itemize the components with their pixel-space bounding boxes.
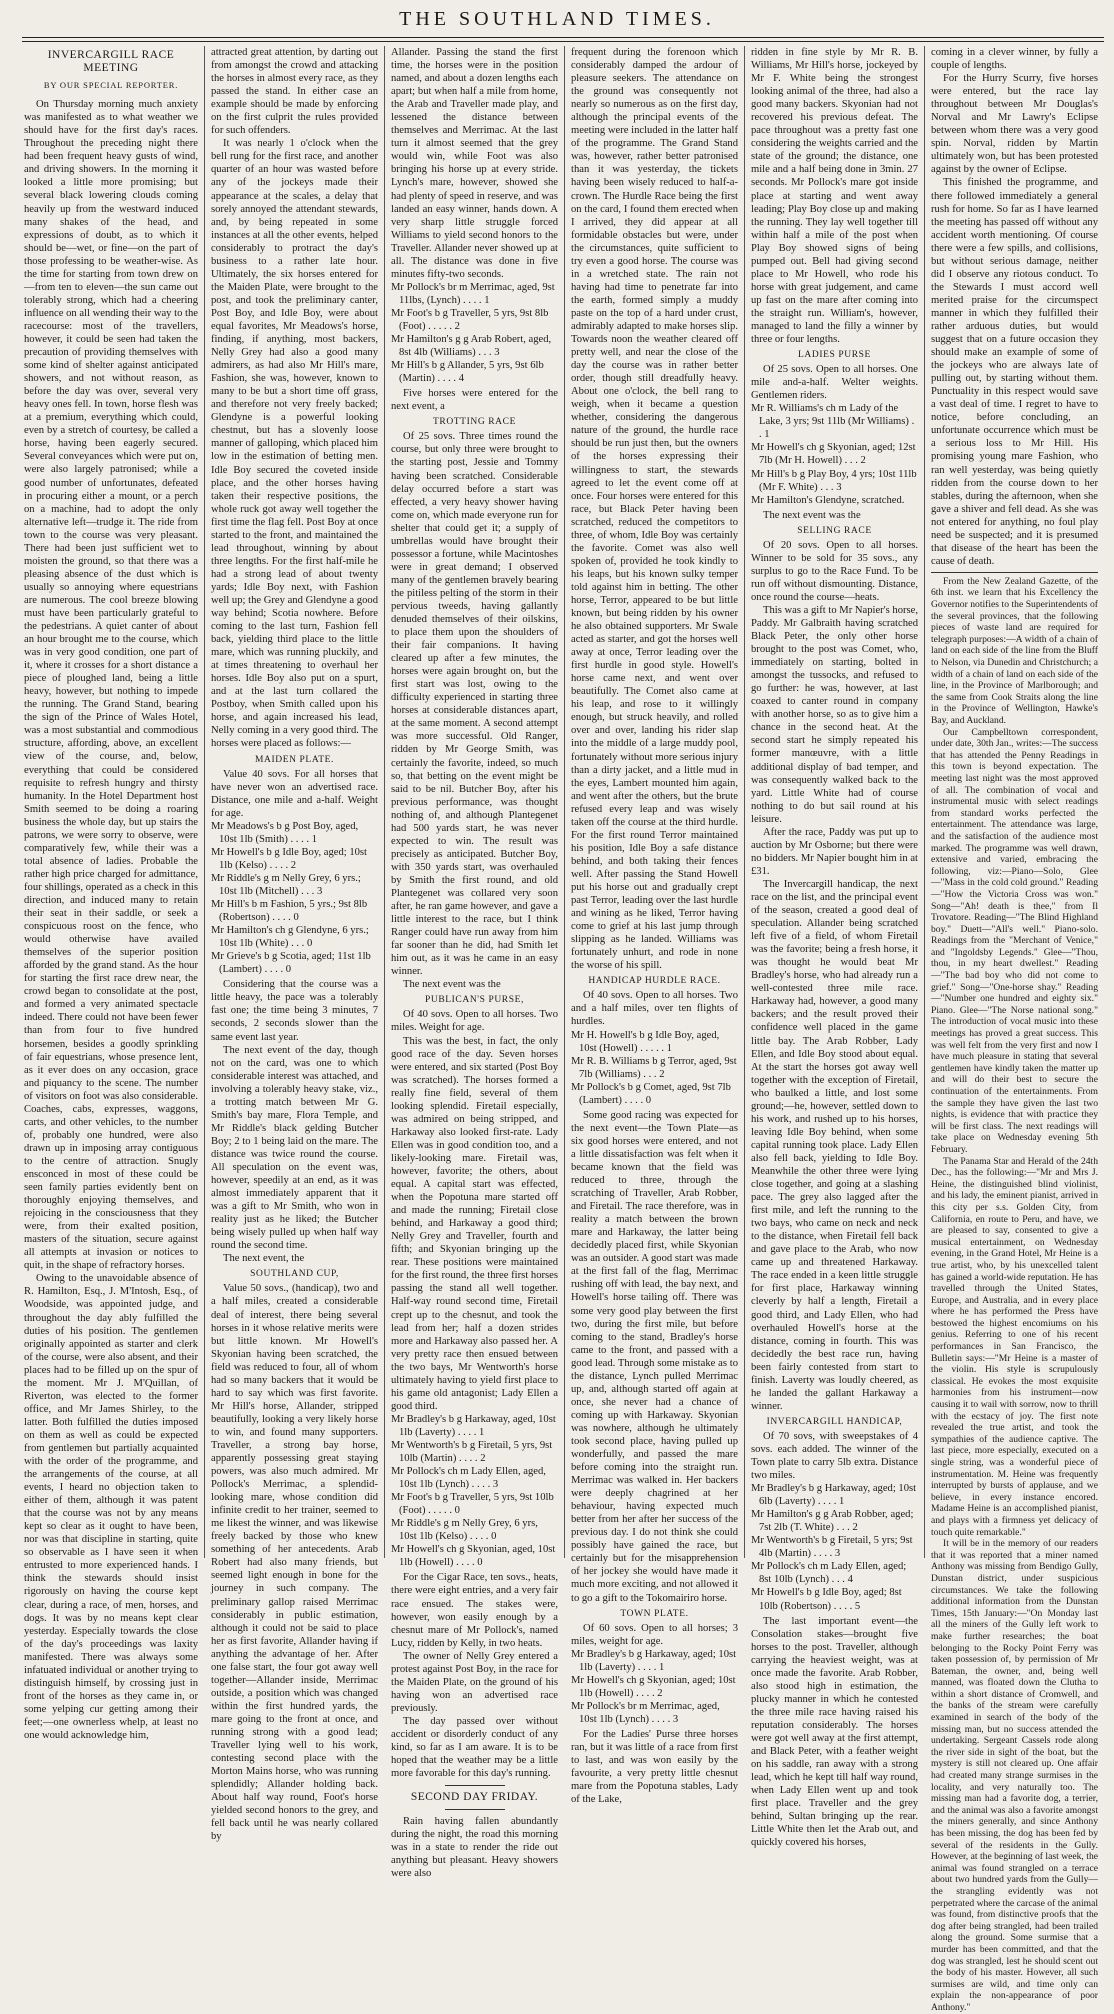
paragraph: frequent during the forenoon which considerably damped the ardour of pleasure seekers. The attendance on the ground was consequently not nearly so numerous as on the first day, although the principal events of the meeting were included in the latter half of the programme. The Grand Stand was, however, rather better patronised than it was yesterday, the tickets having been wisely reduced to half-a-crown. The Hurdle Race being the first on the card, I found them erected when I arrived, they did appear at all formidable obstacles but were, under the circumstances, quite sufficient to try even a good horse. The course was in a wretched state. The rain not having had time to penetrate far into the earth, formed simply a muddy paste on the top of a hard under crust, admirably adapted to make horses slip. Towards noon the weather cleared off pretty well, and near the close of the day the course was in rather better order, though still dreadfully heavy. About one o'clock, the bell rang to weigh, when it became a question whether, considering the dangerous nature of the ground, the hurdle race should be run just then, but the owners of the horses expressing their willingness to start, the stewards agreed to let the event come off at once. Four horses were entered for this race, but Black Peter having been scratched, reduced the competitors to three, of whom, Idle Boy was certainly the favorite. Comet was also well spoken of, provided he took kindly to his leaps, but his known sulky temper told against him in betting. The other horse, Terror, appeared to be but little known, but being ridden by his owner he also obtained supporters. Mr Swale acted as starter, and got the horses well away at once, Terror leading over the first hurdle in good style. Howell's horse came next, and went over beautifully. The Comet also came at his leap, and rose to it willingly enough, but struck heavily, and rolled over and over, landing his rider slap into the middle of a large muddy pool, fortunately without more serious injury than a dirty jacket, and a little mud in the eyes, Lambert mounted him again, and went after the others, but the brute refused every leap and was wisely taken off the course at the third hurdle. For the first round Terror maintained his position, Idle Boy a safe distance behind, and both taking their fences well. After passing the Stand Howell put his horse out and gradually crept past Terror, leading over the last hurdle and wining as he liked, Terror having come to grief at his last jump through slipping as he landed. Williams was fortunately unhurt, and rode in none the worse of his spill. [571, 47, 738, 972]
news-paragraph: It will be in the memory of our readers that it was reported that a miner named Anthony was missing from Bendigo Gully, Dunstan district, under suspicious circumstances. We take the following additional information from the Dunstan Times, 15th January:—"On Monday last all the miners of the Gully left work to make further researches; the boat belonging to the Rocky Point Ferry was taken possession of, by permission of Mr Bateman, the owner, and, being well manned, was floated down the Clutha to within a short distance of Cromwell, and the banks of the stream were carefully examined in search of the body of the missing man, but no success attended the undertaking. Sergeant Cassels rode along the river side in sight of the boat, but the mystery is still not cleared up. One affair had created many strange surmises in the locality, and very naturally too. The missing man had a favorite dog, a terrier, and the animal was also a favorite amongst the miners generally, and since Anthony has been missing, the dog has been fed by several of the residents in the Gully. However, at the beginning of last week, the animal was found strangled on a terrace about two hundred yards from the Gully—the strangling evidently was not perpetrated where the carcase of the animal was found, from distinctive proofs that the dog after being strangled, had been trailed along the ground. Some surmise that a murder has been committed, and that the dog was strangled, lest he should scent out the body of his master. However, all such surmises are wild, and time only can explain the non-appearance of poor Anthony." [931, 1538, 1098, 2013]
section-divider [931, 572, 1098, 573]
result-line: Mr Hill's b m Fashion, 5 yrs.; 9st 8lb (Robertson) . . . . 0 [211, 899, 368, 924]
race-results [391, 1413, 558, 1570]
column-5 [744, 46, 924, 1849]
paragraph: The last important event—the Consolation stakes—brought five horses to the post. Traveller, although carrying the heaviest weight, was at once made the favorite. Arab Robber, also stood high in estimation, the plucky manner in which he contested the three mile race having raised his reputation considerably. The horses were got well away at the first attempt, and Black Peter, with a feather weight on his saddle, ran away with a strong lead, which he kept till half way round, when Lady Ellen went up and took first place. Traveller and the grey behind, Sultan bringing up the rear. Little White then let the Arab out, and quickly covered his horses, [751, 1615, 918, 1849]
race-conditions: Of 60 sovs. Open to all horses; 3 miles, weight for age. [571, 1622, 738, 1647]
result-line: Mr Meadows's b g Post Boy, aged, 10st 1lb (Smith) . . . . 1 [211, 820, 359, 845]
result-line: Mr Pollock's br m Merrimac, aged, 9st 11lbs, (Lynch) . . . . 1 [391, 281, 555, 306]
result-line: Mr R. Williams's ch m Lady of the Lake, 3 yrs; 9st 11lb (Mr Williams) . . 1 [751, 403, 915, 441]
column-3 [384, 46, 564, 1880]
paragraph: Owing to the unavoidable absence of R. Hamilton, Esq., J. M'Intosh, Esq., of Woodside, was appointed judge, and throughout the day ably fulfilled the duties of his position. The gentlemen originally appointed as starter and clerk of the course, were also absent, and their places had to be filled up on the spur of the moment. Mr J. M'Quillan, of Riverton, was elected to the former office, and Mr James Shirley, to the latter. Both fulfilled the duties imposed on them as well as could be expected from gentlemen but partially acquainted with the order of the programme, and the arrangements of the course, at all events, I heard no objection taken to either of them, although it was patent that the course was not by any means kept so clear as it ought to have been, nor was that discipline in starting, quite so observable as I have seen it when entrusted to more experienced hands. I think the stewards should insist rigorously on having the course kept clear, during a race, of men, horses, and dogs. It was by no means kept clear yesterday. Especially towards the close of the day's proceedings was laxity manifested. There was always some infatuated individual or another trying to distinguish himself, by crossing just in front of the horses as they came in, or some yelping cur getting among their feet;—one ownerless whelp, at least no one would acknowledge him, [24, 1273, 198, 1741]
result-line: Mr Hamilton's g g Arab Robber, aged; 7st 2lb (T. White) . . . 2 [751, 1509, 914, 1534]
result-line: Mr Pollock's ch m Lady Ellen, aged, 10st 1lb (Lynch) . . . . 3 [391, 1466, 546, 1491]
result-line: Mr Wentworth's b g Firetail, 5 yrs, 9st 10lb (Martin) . . . . 2 [391, 1439, 553, 1465]
result-line: Mr Riddle's g m Nelly Grey, 6 yrs, 10st 1lb (Kelso) . . . . 0 [391, 1518, 538, 1543]
result-line: Mr Bradley's b g Harkaway, aged; 10st 1lb (Laverty) . . . . 1 [571, 1648, 737, 1673]
column-2 [204, 46, 384, 1843]
result-line: Mr Hill's b g Allander, 5 yrs, 9st 6lb (Martin) . . . . 4 [391, 360, 544, 385]
result-line: Mr Hill's b g Play Boy, 4 yrs; 10st 11lb (Mr F. White) . . . 3 [751, 468, 917, 493]
paragraph: For the Cigar Race, ten sovs., heats, there were eight entries, and a very fair race ensued. The stakes were, however, won easily enough by a chesnut mare of Mr Pollock's, named Lucy, ridden by Kelly, in two heats. [391, 1572, 558, 1649]
race-results [571, 1648, 738, 1726]
news-paragraph: Our Campbelltown correspondent, under date, 30th Jan., writes:—The success that has attended the Penny Readings in this town is beyond expectation. The meeting last night was the most approved of all. The combination of vocal and instrumental music with select readings from standard works perfected the entertainment. The attendance was large, and the satisfaction of the audience most marked. The programme was well drawn, extensive and varied, embracing the following, viz:—Piano—Solo, Glee—"Mass in the cold cold ground." Reading—"How the Victoria Cross was won." Song—"Ah! death is thee," from Il Trovatore. Reading—"The Blind Highland boy." Duett—"All's well." Piano-solo. Readings from the "Merchant of Venice," and "Ingoldsby Legends." Glee—"Thou, thou, in my heart dwellest." Reading—"The bad boy who did not come to grief." Song—"One-horse shay." Reading—"Number one hundred and eighty six." Piano. Glee—"The Norse national song." The introduction of vocal music into these meetings has proved a great success. This was well felt from the very first and now I have much pleasure in stating that several gentlemen have kindly taken the matter up and will do their best to secure the continuation of the entertainments. From the sample they have given the last two nights, is evidence that with practice they will be first class. The next readings will take place on Wednesday evening 5th February. [931, 726, 1098, 1155]
paragraph: The next event was the [763, 509, 861, 521]
paragraph: The next event, the [223, 1253, 305, 1265]
result-line: Mr Hamilton's Glendyne, scratched. [751, 494, 905, 506]
newspaper-title: THE SOUTHLAND TIMES. [399, 8, 715, 30]
paragraph: The Invercargill handicap, the next race on the list, and the principal event of the season, created a good deal of speculation. Allander being scratched left five of a field, of whom Firetail was the favorite; being a fresh horse, it was thought he would beat Mr Bradley's horse, who had already run a well-contested three mile race. Harkaway had, however, a good many backers; and the result proved their confidence well placed in the game little bay. The Arab Robber, Lady Ellen, and Idle Boy stood about equal. At the start the horses got away well together with the exception of Firetail, who baulked a little, and lost some ground;—he, however, settled down to his work, and rushed up to his horses, leaving Idle Boy behind, when some capital running took place. Lady Ellen also fell back, yielding to Idle Boy. Meanwhile the other three were lying close together, and going at a slashing pace. The grey also lagged after the first mile, and left the running to the two bays, who came on neck and neck to the distance, when Firetail fell back and gave place to the Arab, who now came up and threatened Harkaway. The race ended in a keen little struggle for first place, Harkaway winning cleverly by half a length, Firetail a good third, and Lady Ellen, who had overhauled Howell's horse at the distance, coming in fourth. This was decidedly the best race run, having been fairly contested from start to finish. Laverty was loudly cheered, as he landed the gallant Harkaway a winner. [751, 878, 918, 1412]
paragraph: For the Hurry Scurry, five horses were entered, but the race lay throughout between Mr Douglas's Norval and Mr Lawry's Eclipse between whom there was a very good spin. Norval, ridden by Martin ultimately won, but has been protested against by the owner of Eclipse. [931, 73, 1098, 176]
result-line: Mr Howell's ch g Skyonian, aged; 10st 1lb (Howell) . . . . 2 [571, 1674, 736, 1699]
race-conditions: Of 40 sovs. Open to all horses. Two and a half miles, over ten flights of hurdles. [571, 990, 738, 1028]
result-line: Mr Howell's ch g Skyonian, aged, 10st 1lb (Howell) . . . . 0 [391, 1544, 556, 1569]
section-divider [445, 1785, 505, 1786]
news-items [931, 576, 1098, 2014]
news-paragraph: The Panama Star and Herald of the 24th Dec., has the following:—"Mr and Mrs J. Heine, the distinguished blind violinist, and his lady, the eminent pianist, arrived in this city per s.s. Golden City, from California, en route to Peru, and have, we are pleased to say, consented to give a musical entertainment, on Wednesday evening, in the Grand Hotel, Mr Heine is a true artist, who, by his unexcelled talent has gained a world-wide reputation. He has travelled through the United States, Europe, and Australia, and in every place where he has performed the Press have bestowed the highest encomiums on his genius. Referring to one of his recent performances in San Francisco, the Bulletin says:—"Mr Heine is a master of the violin. His style is scrupulously classical. He evokes the most exquisite harmonies from his instrument—now causing it to wail with sorrow, now to thrill with the ecstacy of joy. The first note revealed the true artist, and took the sympathies of the audience captive. The last piece, more especially, executed on a single string, was a wonderful piece of instrumentation. M. Heine was frequently interrupted by bursts of applause, and we believe, in every instance encored. Madame Heine is an accomplished pianist, and plays with a firmness yet delicacy of touch quite remarkable." [931, 1155, 1098, 1538]
result-line: Mr Pollock's b g Comet, aged, 9st 7lb (Lambert) . . . . 0 [571, 1081, 731, 1106]
race-title: INVERCARGILL HANDICAP, [766, 1416, 903, 1427]
result-line: Mr Hamilton's g g Arab Robert, aged, 8st 4lb (Williams) . . . 3 [391, 334, 552, 359]
result-line: Mr Foot's b g Traveller, 5 yrs, 9st 10lb (Foot) . . . . . 0 [391, 1492, 554, 1517]
paragraph: coming in a clever winner, by fully a couple of lengths. [931, 47, 1098, 72]
paragraph: Value 50 sovs., (handicap), two and a half miles, created a considerable deal of interest, there being several horses in it whose relative merits were but little known. Mr Howell's Skyonian having been scratched, the field was reduced to four, all of whom had so many backers that it would be hard to say which was first favorite. Mr Hill's horse, Allander, stripped beautifully, looking a very likely horse to win, and found many supporters. Traveller, a strong bay horse, apparently possessing great staying powers, was also much admired. Mr Pollock's Merrimac, a splendid-looking mare, whose condition did infinite credit to her trainer, seemed to me likest the winner, and was likewise freely backed by those who knew something of her antecedents. Arab Robert had also many friends, but seemed light enough in bone for the journey in such company. The preliminary gallop raised Merrimac considerably in public estimation, although it could not be said to place her as first favorite, Allander having if anything the advantage of her. After one false start, the four got away well together—Allander inside, Merrimac outside, a position which was changed within the first hundred yards, the mare going to the front at once, and running strong with a good lead; Traveller lying well to his work, contesting second place with the Morton Mains horse, who was running splendidly; Allander holding back. About half way round, Foot's horse yielded second honors to the grey, and fell back until he was nearly collared by [211, 1283, 378, 1843]
result-line: Mr Pollock's ch m Lady Ellen, aged; 8st 10lb (Lynch) . . . 4 [751, 1561, 907, 1586]
result-line: Mr Foot's b g Traveller, 5 yrs, 9st 8lb (Foot) . . . . . 2 [391, 307, 549, 332]
race-results [751, 402, 918, 506]
news-paragraph: From the New Zealand Gazette, of the 6th inst. we learn that his Excellency the Governor notifies to the Superintendents of the several provinces, that the following pieces of waste land are required for telegraph purposes:—A width of a chain of land on each side of the line from the Bluff to Nelson, via Dunedin and Christchurch; a width of a chain of land on each side of the line, in the Province of Marlborough; and the same from Cook Straits along the line in the Province of Wellington, Hawke's Bay, and Auckland. [931, 575, 1098, 726]
paragraph: This was a gift to Mr Napier's horse, Paddy. Mr Galbraith having scratched Black Peter, the only other horse brought to the post was Comet, who, immediately on starting, bolted in amongst the tussocks, and refused to go further: he was, however, at last coaxed to canter round in company with another horse, so as to give him a chance in the second heat. At the second start he simply repeated his former manœuvre, with a little additional display of bad temper, and was consequently walked back to the yard. Little White had of course nothing to do but sail round at his leisure. [751, 604, 918, 825]
result-line: Mr Pollock's br m Merrimac, aged, 10st 1lb (Lynch) . . . . 3 [571, 1700, 720, 1725]
paragraph: The day passed over without accident or disorderly conduct of any kind, so far as I am aware. It is to be hoped that the weather may be a little more favorable for this day's running. [391, 1715, 558, 1780]
column-1 [24, 46, 204, 1741]
result-line: Mr Howell's ch g Skyonian, aged; 12st 7lb (Mr H. Howell) . . . 2 [751, 442, 916, 467]
race-conditions: Value 40 sovs. For all horses that have never won an advertised race. Distance, one mile and a-half. Weight for age. [211, 768, 378, 819]
race-title: MAIDEN PLATE. [254, 754, 335, 765]
race-results [391, 281, 558, 385]
race-conditions: Of 70 sovs, with sweepstakes of 4 sovs. each added. The winner of the Town plate to carry 5lb extra. Distance two miles. [751, 1430, 918, 1482]
race-conditions: Of 25 sovs. Open to all horses. One mile and-a-half. Welter weights. Gentlemen riders. [751, 364, 918, 402]
race-title: SELLING RACE [797, 525, 872, 536]
masthead-rule-thin [22, 41, 1104, 42]
page-columns [24, 46, 1106, 2013]
article-headline: INVERCARGILL RACE MEETING [47, 49, 175, 75]
race-results [211, 820, 378, 977]
result-line: Mr H. Howell's b g Idle Boy, aged, 10st (Howell) . . . . . 1 [571, 1029, 720, 1054]
column-6 [924, 46, 1104, 2013]
paragraph: Considering that the course was a little heavy, the pace was a tolerably fast one; the time being 3 minutes, 7 seconds, 2 seconds slower than the same event last year. [211, 979, 378, 1043]
result-line: Mr Bradley's b g Harkaway, aged; 10st 6lb (Laverty) . . . . 1 [751, 1483, 917, 1508]
race-conditions: Of 40 sovs. Open to all horses. Two miles. Weight for age. [391, 1009, 558, 1034]
race-title: TROTTING RACE [432, 417, 516, 428]
result-line: Mr R. B. Williams b g Terror, aged, 9st 7lb (Williams) . . . 2 [571, 1055, 737, 1080]
result-line: Mr Riddle's g m Nelly Grey, 6 yrs.; 10st 1lb (Mitchell) . . . 3 [211, 872, 361, 897]
paragraph: The next event was the [403, 979, 501, 991]
paragraph: ridden in fine style by Mr R. B. Williams, Mr Hill's horse, jockeyed by Mr F. White being the strongest looking animal of the three, had also a good many backers. Skyonian had not recovered his previous defeat. The pace throughout was a pretty fast one considering the weights carried and the state of the ground; the distance, one mile and a half being done in 3min. 27 seconds. Mr Pollock's mare got inside place at starting and went away leading; Play Boy close up and making the running. They lay well together till within half a mile of the post when Play Boy showed signs of being pumped out. Bell had giving second place to Mr Howell, who rode his horse with great judgement, and came up fast on the mare after coming into the straight run. William's, however, managed to land the filly a winner by three or four lengths. [751, 47, 918, 346]
paragraph: It was nearly 1 o'clock when the bell rung for the first race, and another quarter of an hour was wasted before any of the jockeys made their appearance at the scales, a delay that sorely annoyed the attendant stewards, and, by being repeated in some instances at all the other events, helped considerably to protract the day's business to a rather late hour. Ultimately, the six horses entered for the Maiden Plate, were brought to the post, and took the preliminary canter, Post Boy, and Idle Boy, were about equal favorites, Mr Meadows's horse, finding, if anything, most backers, Nelly Grey had also a good many admirers, as had also Mr Hill's mare, Fashion, she was, however, known to many to be but a short time off grass, and therefore not very freely backed; Glendyne is a powerful looking chestnut, but has a slovenly loose manner of galloping, which placed him low in the estimation of betting men. Idle Boy secured the coveted inside place, and the other horses having taken their respective positions, the whole ruck got away well together the first time the flag fell. Post Boy at once started to the front, and maintained the lead throughout, winning by about three lengths. For the first half-mile he had a strong lead of about twenty yards; Idle Boy next, with Fashion well up; the Grey and Glendyne a good way behind; Scotia nowhere. Before coming to the last turn, Fashion fell back, yielding third place to the little mare, which was running pluckily, and at times threatening to overhaul her horses. Idle Boy also put on a spurt, and at the last turn collared the Postboy, when Smith called upon his horse, and again increased his lead, Nelly coming in a very good third. The horses were placed as follows:— [211, 138, 378, 750]
race-results [751, 1482, 918, 1612]
section-divider [445, 1809, 505, 1810]
paragraph: Allander. Passing the stand the first time, the horses were in the position named, and about a dozen lengths each apart; but when half a mile from home, the Arab and Traveller made play, and lessened the distance between themselves and Merrimac. At the last turn it almost seemed that the grey would win, while Foot was also bringing his horse up at every stride. Lynch's mare, however, showed she had plenty of speed in reserve, and was landed an easy winner, hands down. A very sharp little struggle forced Williams to yield second honors to the Traveller. Allander never showed up at all. The distance was done in five minutes fifty-two seconds. [391, 47, 558, 280]
paragraph: This finished the programme, and there followed immediately a general rush for home. So far as I have learned the meeting has passed off without any accident worth mentioning. Of course there were a few spills, and collisions, but without serious damage, neither did I observe any riotous conduct. To the Stewards I must accord well merited praise for the circumspect manner in which they fulfilled their rather arduous duties, but would suggest that on a future occasion they should make an example of some of the jockeys who are always late of pulling out, by starting without them. Punctuality in this respect would save a vast deal of time. I regret to have to notice, before concluding, an unfortunate occurrence which must be a serious loss to Mr Hill. His promising young mare Fashion, who ran well yesterday, was being quietly ridden from the course down to her stables, during the afternoon, when she gave a shiver and fell dead. As she was not entered for anything, no foul play need be suspected; and it is presumed that disease of the heart has been the cause of death. [931, 177, 1098, 567]
paragraph: For the Ladies' Purse three horses ran, but it was little of a race from first to last, and was won easily by the favourite, a very pretty little chesnut mare from the Popotuna stables, Lady of the Lake, [571, 1729, 738, 1806]
result-line: Mr Wentworth's b g Firetail, 5 yrs; 9st 4lb (Martin) . . . . 3 [751, 1535, 913, 1560]
masthead-rule [22, 37, 1104, 38]
paragraph: This was the best, in fact, the only good race of the day. Seven horses were entered, and six started (Post Boy was scratched). The horses formed a really fine field, several of them looking splendid. Firetail especially, was admired on being stripped, and Harkaway also looked first-rate. Lady Ellen was in good condition too, and a likely-looking mare. Firetail was, however, favorite; the others, about equal. A capital start was effected, when the Popotuna mare started off and made the running; Firetail close behind, and Harkaway a good third; Nelly Grey and Traveller, fourth and fifth; and Skyonian bringing up the rear. These positions were maintained for the first round, the three first horses passing the stand all well together. Half-way round second time, Firetail crept up to the chesnut, and took the lead from her; half a dozen strides more and Harkaway also passed her. A very pretty race then ensued between the two bays, Mr Wentworth's horse ultimately having to yield first place to his game old antagonist; Lady Ellen a good third. [391, 1035, 558, 1412]
race-title: PUBLICAN'S PURSE, [424, 995, 525, 1006]
paragraph: Of 25 sovs. Three times round the course, but only three were brought to the starting post, Jessie and Tommy having been scratched. Considerable delay occurred before a start was effected, a very heavy shower having come on, which made everyone run for shelter that could get it; a supply of umbrellas would have brought their possessor a fortune, while Macintoshes were in great demand; I observed many of the gentlemen bravely bearing the pitiless pelting of the storm in their pervious tweeds, having gallantly denuded themselves of their oilskins, to place them upon the shoulders of their fair companions. It having cleared up after a few minutes, the horses were again brought on, but the first start was lost, owing to the difficulty experienced in starting three horses at considerable distances apart, at the same moment. A second attempt was more successful. Old Ranger, ridden by Mr George Smith, was certainly the favorite, indeed, so much so, that betting on the event might be said to be nil. Butcher Boy, after his previous performance, was thought nothing of, and although Plantegenet had 500 yards start, he was never expected to win. The result was precisely as anticipated. Butcher Boy, with 350 yards start, was overhauled by Smith the first round, and old Plantegenet was collared very soon after, he ran game however, and gave a little interest to the race, but I think Ranger could have run away from him far sooner than he did, had Smith let him out, as it was he came in an easy winner. [391, 431, 558, 978]
paragraph: Rain having fallen abundantly during the night, the road this morning was in a state to render the ride out anything but pleasant. Heavy showers were also [391, 1816, 558, 1880]
result-line: Mr Hamilton's ch g Glendyne, 6 yrs.; 10st 1lb (White) . . . 0 [211, 925, 369, 950]
paragraph: Five horses were entered for the next event, a [391, 388, 558, 413]
race-title: LADIES PURSE [798, 350, 871, 361]
race-title: HANDICAP HURDLE RACE. [588, 976, 721, 987]
paragraph: attracted great attention, by darting out from amongst the crowd and attacking the horses in almost every race, as they passed the stand. In either case an example should be made by enforcing on the first culprit the rules provided for such offenders. [211, 47, 378, 137]
result-line: Mr Grieve's b g Scotia, aged; 11st 1lb (Lambert) . . . . 0 [211, 951, 371, 976]
race-title: SOUTHLAND CUP, [250, 1269, 339, 1280]
race-title: TOWN PLATE. [620, 1608, 689, 1619]
section-heading: SECOND DAY FRIDAY. [410, 1791, 539, 1804]
result-line: Mr Howell's b g Idle Boy, aged; 10st 1lb (Kelso) . . . . 2 [211, 846, 367, 871]
race-results [571, 1029, 738, 1107]
paragraph: On Thursday morning much anxiety was manifested as to what weather we should have for the first day's races. Throughout the preceding night there had been frequent heavy gusts of wind, and driving showers. In the morning it looked a little more promising; but several black lowering clouds coming heavily up from the westward induced many shakes of the head, and expressions of doubt, as to which it should be—wet, or fine—on the part of those professing to be weather-wise. As the time for starting from town drew on—from ten to eleven—the sun came out tolerably strong, which had a cheering influence on all wending their way to the racecourse: most of the travellers, however, it could be seen had taken the precaution of providing themselves with some kind of shelter against anticipated showers, and not without reason, as before the day was over, several very heavy ones fell. In town, horse flesh was at a premium, everything which could, even by a stretch of courtesy, be called a horse, having been eagerly secured. Several conveyances which were put on, were also largely patronised; while a good number of unfortunates, defeated in procuring either a mount, or a perch on a machine, had to adopt the only alternative left—trudge it. The ride from town to the course was very pleasant. There had been just sufficient wet to moisten the ground, so that there was a pleasing absence of the dust which is usually so annoying where equestrians are numerous. The cool breeze blowing must have been particularly grateful to the pedestrians. A quiet canter of about an hour brought me to the course, which was in very good condition, one part of it, where it crosses for a short distance a piece of ploughed land, being a little heavy, however, but nothing to impede the running. The Grand Stand, bearing the sign of the Prince of Wales Hotel, was a most substantial and commodious structure, affording, above, an excellent view of the course, and, below, everything that could be considered requisite to refresh hungry and thirsty humanity. In the Hotel Department host Smith seemed to be doing a roaring business the whole day, but up stairs the patrons, we were sorry to observe, were comparatively few, while their was a total absence of ladies. Probable the rather high price charged for admittance, four shillings, operated as a check in this direction, and induced many to retain their seat in their saddle, or seek a conspicuous roost on the fence, who would otherwise have availed themselves of the superior position afforded by the grand stand. As the hour for starting the first race drew near, the crowd began to consolidate at the post, and formed a very animated spectacle indeed. There could not have been fewer than from four to five hundred horsemen, besides a goodly sprinkling of fair equestrians, whose presence lent, as it ever does on any occasion, grace and piquancy to the scene. The number of visitors on foot was also considerable. Coaches, cabs, expresses, waggons, carts, and other vehicles, to the number of, probably one hundred, were also drawn up in imposing array contiguous to the centre of attraction. Snugly ensconced in most of these could be seen family parties evidently bent on thoroughly enjoying themselves, and rejoicing in the consciousness that they were, from their exalted position, masters of the situation, secure against all attempts at invasion or notices to quit, in the shape of refractory horses. [24, 99, 198, 1272]
result-line: Mr Bradley's b g Harkaway, aged, 10st 1lb (Laverty) . . . . 1 [391, 1413, 556, 1438]
article-byline: BY OUR SPECIAL REPORTER. [43, 80, 179, 91]
paragraph: The next event of the day, though not on the card, was one to which considerable interest was attached, and involving a tolerably heavy stake, viz., a trotting match between Mr G. Smith's bay mare, Flora Temple, and Mr Riddle's black gelding Butcher Boy; 2 to 1 being laid on the mare. The distance was twice round the course. All speculation on the event was, however, speedily at an end, as it was almost immediately apparent that it was a gift to Mr Smith, who won in reality just as he liked; the Butcher being wisely pulled up when half way round the second time. [211, 1044, 378, 1252]
paragraph: The owner of Nelly Grey entered a protest against Post Boy, in the race for the Maiden Plate, on the ground of his having won an advertised race previously. [391, 1650, 558, 1714]
paragraph: Some good racing was expected for the next event—the Town Plate—as six good horses were entered, and not a little dissatisfaction was felt when it became known that the field was reduced to three, through the scratching of Traveller, Arab Robber, and Firetail. The race therefore, was in reality a match between the brown mare and Harkaway, the latter being decidedly placed first, while Skyonian was an outsider. A good start was made at the first fall of the flag, Merrimac rushing off with lead, the bay next, and Howell's horse tailing off. There was some very good play between the first two, during the first mile, but before coming to the stand, Bradley's horse came to the front, and passed with a good lead. Through some mistake as to the distance, Lynch pulled Merrimac up, and, although started off again at once, she never had a chance of coming up with Harkaway. Skyonian was nowhere, although he ultimately took second place, having pulled up wonderfully, and passed the mare before coming into the straight run. Merrimac was walked in. Her backers were deeply chagrined at her behaviour, having expected much better from her after her success of the previous day. I do not think she could possibly have gained the race, but certainly but for the misapprehension of her jockey she would have made it much more exciting, and not allowed it to go a gift to the Tokomairiro horse. [571, 1109, 738, 1604]
race-conditions: Of 20 sovs. Open to all horses. Winner to be sold for 35 sovs., any surplus to go to the Race Fund. To be run off without dismounting. Distance, once round the course—heats. [751, 539, 918, 603]
result-line: Mr Howell's b g Idle Boy, aged; 8st 10lb (Robertson) . . . . 5 [751, 1587, 902, 1612]
column-4 [564, 46, 744, 1806]
paragraph: After the race, Paddy was put up to auction by Mr Osborne; but there were no bidders. Mr Napier bought him in at £31. [751, 826, 918, 877]
masthead [0, 0, 1114, 40]
